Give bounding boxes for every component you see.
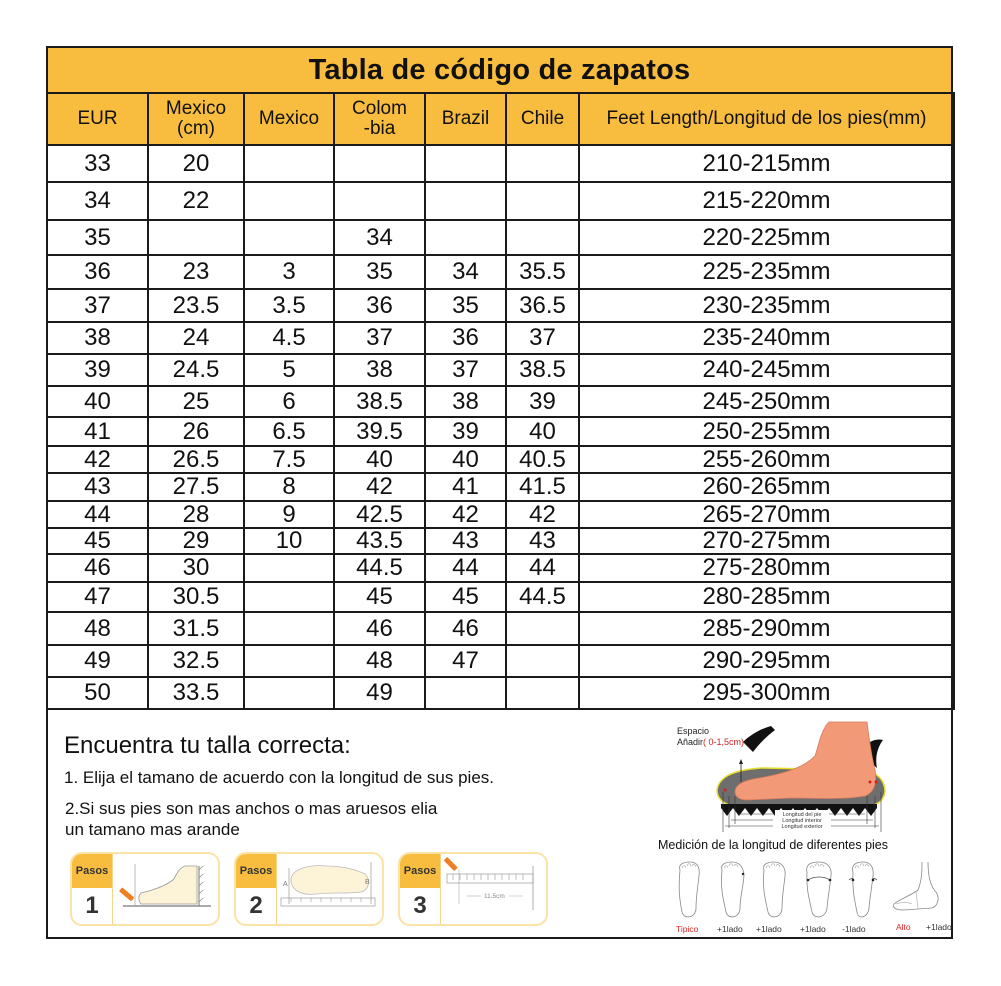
table-cell: 37 <box>506 322 579 354</box>
table-cell: 42.5 <box>334 501 425 528</box>
step-card-3 <box>398 852 548 926</box>
table-cell: 40.5 <box>506 446 579 473</box>
table-cell: 43.5 <box>334 528 425 554</box>
header-brazil: Brazil <box>425 93 506 145</box>
guide-step-2: 2.Si sus pies son mas anchos o mas aruesos elia un tamano mas arande <box>65 799 438 839</box>
table-cell: 210-215mm <box>579 145 954 182</box>
table-cell: 215-220mm <box>579 182 954 220</box>
guide-title: Encuentra tu talla correcta: <box>64 732 351 759</box>
table-cell: 35 <box>47 220 148 255</box>
ruler-measure-icon <box>441 854 546 924</box>
table-cell: 240-245mm <box>579 354 954 386</box>
header-feet-length: Feet Length/Longitud de los pies(mm) <box>579 93 954 145</box>
table-cell: 36 <box>334 289 425 322</box>
table-cell: 6 <box>244 386 334 417</box>
table-cell: 40 <box>47 386 148 417</box>
table-cell: 295-300mm <box>579 677 954 709</box>
table-cell: 5 <box>244 354 334 386</box>
step-label: Pasos <box>236 854 276 888</box>
feet-types-row <box>664 856 954 936</box>
svg-text:11.5cm: 11.5cm <box>484 893 505 900</box>
foot-narrow-icon <box>846 860 880 922</box>
table-cell: 37 <box>425 354 506 386</box>
table-cell: 42 <box>425 501 506 528</box>
table-cell: 42 <box>506 501 579 528</box>
table-cell: 3 <box>244 255 334 289</box>
header-mexico: Mexico <box>244 93 334 145</box>
table-cell: 46 <box>334 612 425 645</box>
table-cell: 290-295mm <box>579 645 954 677</box>
table-cell: 34 <box>334 220 425 255</box>
table-cell: 4.5 <box>244 322 334 354</box>
space-added-label: Espacio Añadir( 0-1,5cm) <box>677 726 745 747</box>
foot-wide-icon <box>802 860 836 922</box>
foot-wide-toes-icon <box>758 860 790 922</box>
foot-high-arch-icon <box>886 860 950 922</box>
table-cell: 44.5 <box>506 582 579 612</box>
table-cell: 31.5 <box>148 612 244 645</box>
table-cell: 3.5 <box>244 289 334 322</box>
table-cell: 39 <box>425 417 506 446</box>
table-cell: 250-255mm <box>579 417 954 446</box>
table-cell: 28 <box>148 501 244 528</box>
table-cell: 270-275mm <box>579 528 954 554</box>
foot-type-label: +1lado <box>800 924 826 934</box>
table-cell: 8 <box>244 473 334 501</box>
table-cell: 23 <box>148 255 244 289</box>
table-cell: 42 <box>334 473 425 501</box>
svg-text:Longitud del pie: Longitud del pie <box>782 812 822 818</box>
table-cell: 40 <box>425 446 506 473</box>
table-cell: 39.5 <box>334 417 425 446</box>
table-cell: 30.5 <box>148 582 244 612</box>
table-cell: 41 <box>425 473 506 501</box>
foot-heel-marking-icon <box>113 854 218 924</box>
table-cell: 27.5 <box>148 473 244 501</box>
step-card-1 <box>70 852 220 926</box>
table-cell: 30 <box>148 554 244 582</box>
svg-text:B: B <box>365 879 370 886</box>
table-cell: 37 <box>47 289 148 322</box>
table-cell: 24 <box>148 322 244 354</box>
table-cell: 32.5 <box>148 645 244 677</box>
table-cell: 245-250mm <box>579 386 954 417</box>
feet-types-title: Medición de la longitud de diferentes pies <box>658 838 889 852</box>
table-cell: 40 <box>334 446 425 473</box>
table-cell: 35.5 <box>506 255 579 289</box>
table-cell: 34 <box>425 255 506 289</box>
guide-step-1: 1. Elija el tamano de acuerdo con la longitud de sus pies. <box>64 768 494 787</box>
table-cell: 33 <box>47 145 148 182</box>
table-cell: 235-240mm <box>579 322 954 354</box>
table-cell: 44 <box>47 501 148 528</box>
step-number: 2 <box>249 892 263 919</box>
table-cell: 7.5 <box>244 446 334 473</box>
table-cell: 43 <box>425 528 506 554</box>
table-cell: 26 <box>148 417 244 446</box>
size-guide-section <box>46 706 953 939</box>
table-cell: 43 <box>506 528 579 554</box>
table-cell: 42 <box>47 446 148 473</box>
table-cell: 50 <box>47 677 148 709</box>
table-cell: 38 <box>425 386 506 417</box>
table-cell: 40 <box>506 417 579 446</box>
foot-outline-ruler-icon <box>277 854 382 924</box>
table-cell: 36.5 <box>506 289 579 322</box>
foot-type-label: +1lado <box>926 922 952 932</box>
table-cell: 225-235mm <box>579 255 954 289</box>
table-cell: 47 <box>47 582 148 612</box>
measurement-steps <box>70 852 548 926</box>
table-cell: 38.5 <box>506 354 579 386</box>
table-cell: 47 <box>425 645 506 677</box>
table-cell: 265-270mm <box>579 501 954 528</box>
header-mexico-cm: Mexico (cm) <box>148 93 244 145</box>
table-cell: 43 <box>47 473 148 501</box>
table-cell: 26.5 <box>148 446 244 473</box>
table-cell: 23.5 <box>148 289 244 322</box>
table-cell: 45 <box>47 528 148 554</box>
table-cell: 10 <box>244 528 334 554</box>
table-title-text: Tabla de código de zapatos <box>308 53 691 86</box>
svg-text:Longitud interior: Longitud interior <box>782 818 822 824</box>
foot-type-label: Tipico <box>676 924 699 934</box>
table-cell: 39 <box>47 354 148 386</box>
table-cell: 275-280mm <box>579 554 954 582</box>
table-cell: 260-265mm <box>579 473 954 501</box>
table-cell: 38 <box>47 322 148 354</box>
svg-text:Longitud exterior: Longitud exterior <box>781 824 823 830</box>
step-number: 1 <box>85 892 99 919</box>
foot-type-label: +1lado <box>717 924 743 934</box>
table-cell: 34 <box>47 182 148 220</box>
header-colombia: Colom -bia <box>334 93 425 145</box>
shoe-fit-diagram <box>663 712 953 837</box>
table-cell: 37 <box>334 322 425 354</box>
table-cell: 36 <box>425 322 506 354</box>
table-cell: 36 <box>47 255 148 289</box>
table-cell: 41 <box>47 417 148 446</box>
table-cell: 22 <box>148 182 244 220</box>
step-number: 3 <box>413 892 427 919</box>
table-cell: 33.5 <box>148 677 244 709</box>
table-cell: 35 <box>334 255 425 289</box>
table-cell: 45 <box>334 582 425 612</box>
table-cell: 49 <box>47 645 148 677</box>
table-cell: 9 <box>244 501 334 528</box>
table-cell: 38.5 <box>334 386 425 417</box>
table-cell: 44 <box>506 554 579 582</box>
step-card-2 <box>234 852 384 926</box>
foot-typical-icon <box>672 860 704 922</box>
table-cell: 44 <box>425 554 506 582</box>
table-cell: 44.5 <box>334 554 425 582</box>
step-label: Pasos <box>400 854 440 888</box>
table-cell: 29 <box>148 528 244 554</box>
table-cell: 49 <box>334 677 425 709</box>
table-cell: 45 <box>425 582 506 612</box>
foot-type-label: +1lado <box>756 924 782 934</box>
table-cell: 25 <box>148 386 244 417</box>
table-cell: 39 <box>506 386 579 417</box>
table-cell: 35 <box>425 289 506 322</box>
table-cell: 280-285mm <box>579 582 954 612</box>
table-cell: 48 <box>47 612 148 645</box>
space-range: ( 0-1,5cm) <box>703 737 745 747</box>
table-cell: 20 <box>148 145 244 182</box>
table-cell: 46 <box>425 612 506 645</box>
table-cell: 48 <box>334 645 425 677</box>
header-eur: EUR <box>47 93 148 145</box>
header-chile: Chile <box>506 93 579 145</box>
table-cell: 24.5 <box>148 354 244 386</box>
table-cell: 41.5 <box>506 473 579 501</box>
foot-type-label: Alto <box>896 922 911 932</box>
table-cell: 46 <box>47 554 148 582</box>
foot-bunion-icon <box>716 860 748 922</box>
foot-type-label: -1lado <box>842 924 866 934</box>
table-cell: 6.5 <box>244 417 334 446</box>
step-label: Pasos <box>72 854 112 888</box>
table-cell: 255-260mm <box>579 446 954 473</box>
table-cell: 285-290mm <box>579 612 954 645</box>
table-cell: 230-235mm <box>579 289 954 322</box>
table-cell: 220-225mm <box>579 220 954 255</box>
svg-text:A: A <box>283 881 288 888</box>
table-cell: 38 <box>334 354 425 386</box>
